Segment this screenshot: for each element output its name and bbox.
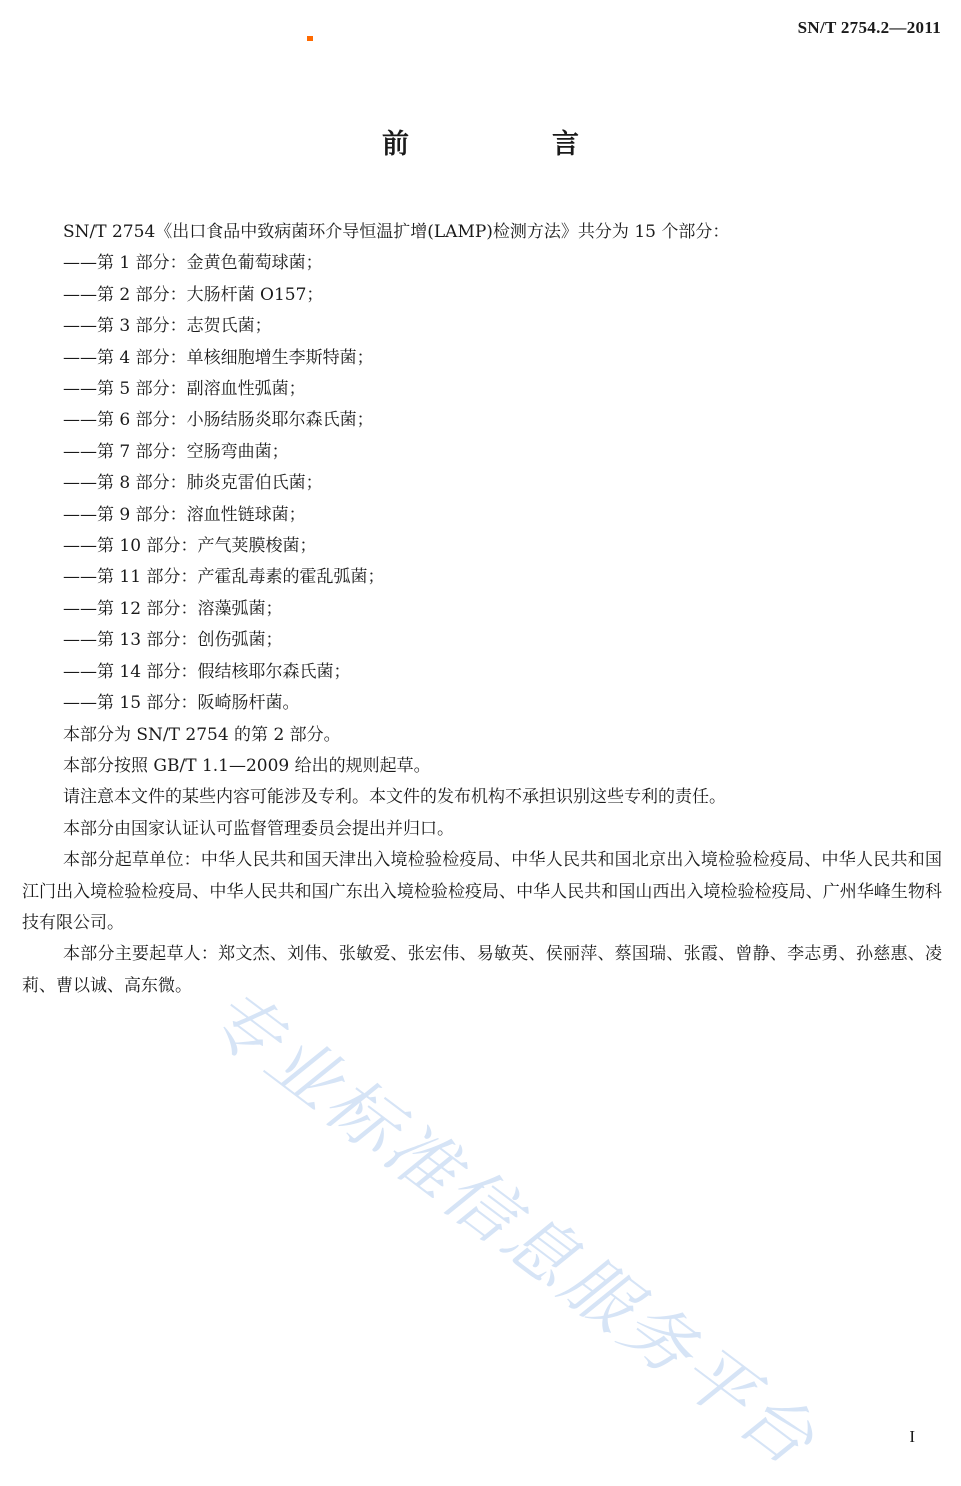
part-list-item: ——第 12 部分：溶藻弧菌；	[63, 598, 283, 619]
page-title: 前 言	[382, 129, 637, 160]
part-list-item: ——第 2 部分：大肠杆菌 O157；	[63, 284, 324, 305]
part-list-item: ——第 4 部分：单核细胞增生李斯特菌；	[63, 347, 374, 368]
intro-line: SN/T 2754《出口食品中致病菌环介导恒温扩增(LAMP)检测方法》共分为 15 个部分：	[63, 222, 730, 242]
part-list-item: ——第 7 部分：空肠弯曲菌；	[63, 441, 289, 462]
standard-code: SN/T 2754.2—2011	[797, 18, 941, 37]
part-list-item: ——第 9 部分：溶血性链球菌；	[63, 504, 306, 525]
part-list-item: ——第 5 部分：副溶血性弧菌；	[63, 379, 306, 400]
part-of-statement: 本部分为 SN/T 2754 的第 2 部分。	[63, 724, 341, 745]
part-list-item: ——第 15 部分：阪崎肠杆菌。	[63, 693, 300, 714]
part-list-item: ——第 8 部分：肺炎克雷伯氏菌；	[63, 473, 323, 494]
part-list-item: ——第 14 部分：假结核耶尔森氏菌；	[63, 661, 351, 682]
drafting-units-paragraph: 本部分起草单位：中华人民共和国天津出入境检验检疫局、中华人民共和国北京出入境检验检疫局、中华人民共和国江门出入境检验检疫局、中华人民共和国广东出入境检验检疫局、中华人民共和国山西出入境检验检疫局、广州华峰生物科技有限公司。	[22, 850, 942, 933]
part-list-item: ——第 3 部分：志贺氏菌；	[63, 316, 272, 337]
part-list-item: ——第 11 部分：产霍乱毒素的霍乱弧菌；	[63, 567, 385, 588]
drafting-rules-statement: 本部分按照 GB/T 1.1—2009 给出的规则起草。	[63, 755, 431, 776]
main-drafters-paragraph: 本部分主要起草人：郑文杰、刘伟、张敏爱、张宏伟、易敏英、侯丽萍、蔡国瑞、张霞、曾静、李志勇、孙慈惠、凌莉、曹以诚、高东微。	[22, 944, 942, 996]
part-list-item: ——第 1 部分：金黄色葡萄球菌；	[63, 253, 323, 274]
page-number: I	[909, 1427, 915, 1446]
patent-notice: 请注意本文件的某些内容可能涉及专利。本文件的发布机构不承担识别这些专利的责任。	[63, 787, 726, 808]
orange-marker	[307, 36, 313, 41]
part-list-item: ——第 6 部分：小肠结肠炎耶尔森氏菌；	[63, 410, 374, 431]
part-list-item: ——第 13 部分：创伤弧菌；	[63, 630, 283, 651]
part-list-item: ——第 10 部分：产气荚膜梭菌；	[63, 536, 317, 557]
watermark: 专业标准信息服务平台	[191, 971, 832, 1483]
foreword-body	[22, 217, 942, 1002]
proposed-by-statement: 本部分由国家认证认可监督管理委员会提出并归口。	[63, 818, 454, 839]
